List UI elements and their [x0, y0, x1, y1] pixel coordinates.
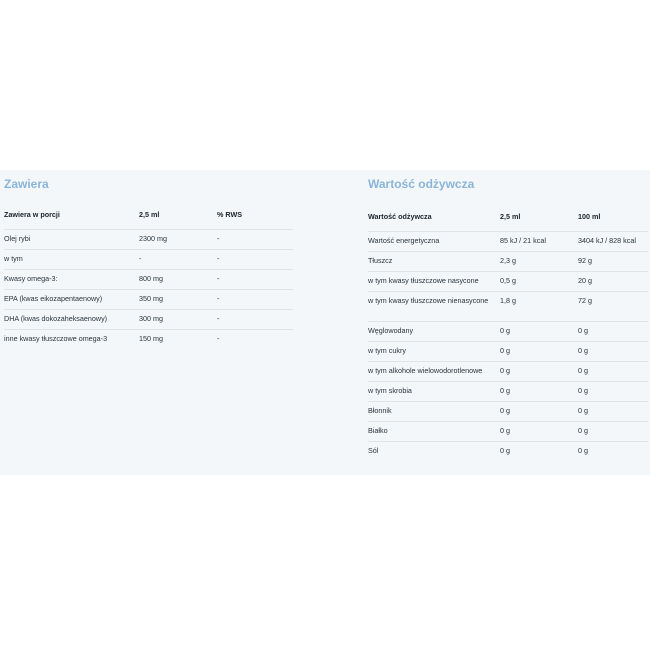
- row-value: 350 mg: [139, 290, 217, 310]
- contains-header-rws: % RWS: [217, 195, 293, 230]
- row-label: w tym kwasy tłuszczowe nienasycone: [368, 292, 500, 322]
- table-row: [368, 362, 648, 382]
- table-row: [368, 442, 648, 462]
- row-value: 0 g: [500, 422, 578, 442]
- row-value-100ml: 92 g: [578, 252, 648, 272]
- row-value: 85 kJ / 21 kcal: [500, 232, 578, 252]
- row-value: 2,3 g: [500, 252, 578, 272]
- table-row: [4, 330, 293, 350]
- contains-table: [4, 195, 293, 350]
- row-rws: -: [217, 334, 220, 343]
- row-label: w tym skrobia: [368, 382, 500, 402]
- row-value: 300 mg: [139, 310, 217, 330]
- table-row: [368, 232, 648, 252]
- contains-header-name: Zawiera w porcji: [4, 195, 139, 230]
- row-label: w tym: [4, 250, 139, 270]
- row-rws: -: [217, 230, 293, 250]
- row-rws: -: [217, 270, 293, 290]
- table-row: [4, 250, 293, 270]
- row-label: Kwasy omega-3:: [4, 270, 139, 290]
- nutrition-header-100ml: 100 ml: [578, 195, 648, 232]
- row-value-100ml: 3404 kJ / 828 kcal: [578, 232, 648, 252]
- row-rws: -: [217, 290, 293, 310]
- row-label: EPA (kwas eikozapentaenowy): [4, 290, 139, 310]
- row-value-100ml: 20 g: [578, 272, 648, 292]
- contains-header-row: [4, 195, 293, 230]
- table-row: [368, 252, 648, 272]
- row-value: 0,5 g: [500, 272, 578, 292]
- contains-header-portion: 2,5 ml: [139, 195, 217, 230]
- row-value: 0 g: [500, 382, 578, 402]
- table-row: [368, 292, 648, 322]
- nutrition-header-name: Wartość odżywcza: [368, 195, 500, 232]
- row-label: w tym kwasy tłuszczowe nasycone: [368, 272, 500, 292]
- row-value: 0 g: [500, 362, 578, 382]
- row-label: Błonnik: [368, 402, 500, 422]
- row-label: Białko: [368, 422, 500, 442]
- table-row: [4, 290, 293, 310]
- row-value-100ml: 0 g: [578, 382, 648, 402]
- row-rws: -: [217, 310, 293, 330]
- table-row: [368, 272, 648, 292]
- row-value-100ml: 0 g: [578, 402, 648, 422]
- row-value-100ml: 0 g: [578, 342, 648, 362]
- table-row: [368, 422, 648, 442]
- row-value-100ml: 0 g: [578, 422, 648, 442]
- row-label: inne kwasy tłuszczowe omega-3: [4, 334, 108, 343]
- row-label: Sól: [368, 446, 379, 455]
- row-label: w tym cukry: [368, 342, 500, 362]
- row-label: Olej rybi: [4, 230, 139, 250]
- nutrition-header-portion: 2,5 ml: [500, 195, 578, 232]
- table-row: [368, 382, 648, 402]
- row-value: 800 mg: [139, 270, 217, 290]
- table-row: [4, 230, 293, 250]
- row-value-100ml: 0 g: [578, 362, 648, 382]
- row-value-100ml: 0 g: [578, 446, 588, 455]
- row-value: 0 g: [500, 342, 578, 362]
- row-value: 0 g: [500, 322, 578, 342]
- row-label: DHA (kwas dokozaheksaenowy): [4, 310, 139, 330]
- row-value: 0 g: [500, 402, 578, 422]
- table-row: [4, 270, 293, 290]
- row-label: Węglowodany: [368, 322, 500, 342]
- nutrition-title: Wartość odżywcza: [368, 177, 475, 191]
- row-label: Tłuszcz: [368, 252, 500, 272]
- table-row: [368, 322, 648, 342]
- row-value: 2300 mg: [139, 230, 217, 250]
- row-label: Wartość energetyczna: [368, 232, 500, 252]
- row-label: w tym alkohole wielowodorotlenowe: [368, 362, 500, 382]
- nutrition-table: [368, 195, 648, 462]
- row-value: -: [139, 250, 217, 270]
- row-value: 150 mg: [139, 334, 163, 343]
- contains-title: Zawiera: [4, 177, 49, 191]
- row-value-100ml: 0 g: [578, 322, 648, 342]
- nutrition-panel: [368, 170, 648, 462]
- table-row: [368, 342, 648, 362]
- table-row: [368, 402, 648, 422]
- table-row: [4, 310, 293, 330]
- row-value: 0 g: [500, 446, 510, 455]
- row-value-100ml: 72 g: [578, 292, 648, 322]
- row-rws: -: [217, 250, 293, 270]
- row-value: 1,8 g: [500, 292, 578, 322]
- nutrition-header-row: [368, 195, 648, 232]
- contains-panel: [4, 170, 293, 350]
